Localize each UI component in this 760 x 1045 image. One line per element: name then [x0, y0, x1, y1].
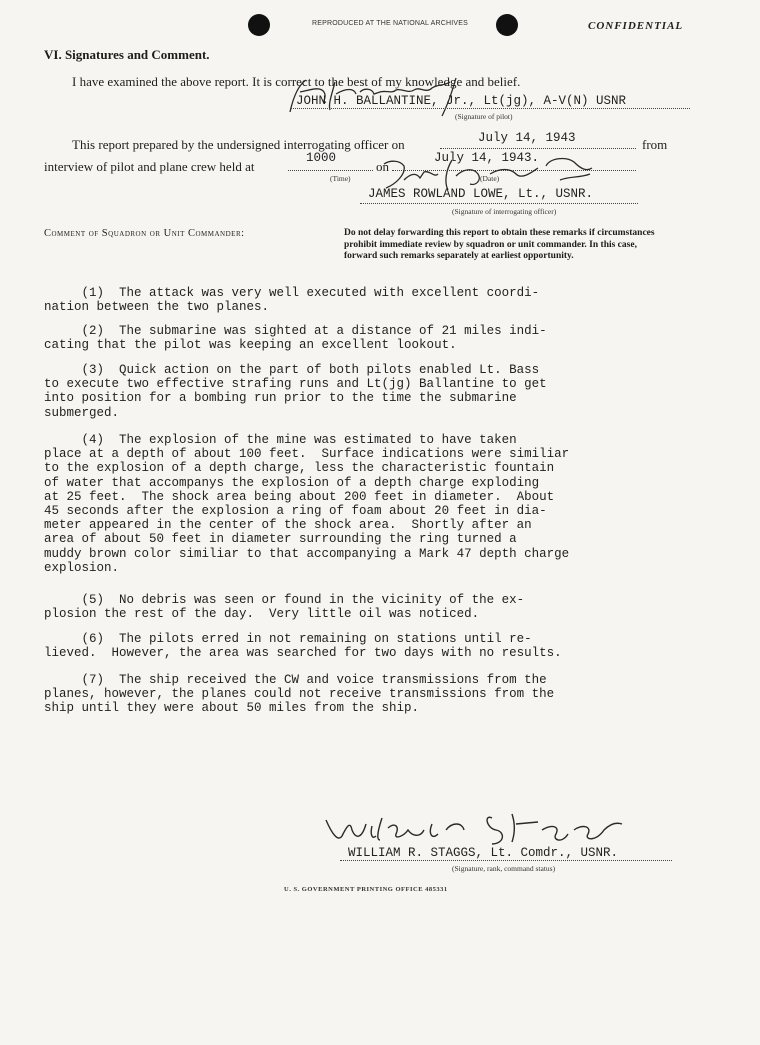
- comment-paragraph: [44, 363, 547, 420]
- comment-line: cating that the pilot was keeping an excellent lookout.: [44, 338, 457, 353]
- comment-line: (7) The ship received the CW and voice transmissions from the: [44, 673, 547, 687]
- comment-line: area of about 50 feet in diameter surrounding the ring turned a: [44, 532, 517, 547]
- comment-line: to execute two effective strafing runs and Lt(jg) Ballantine to get: [44, 377, 547, 392]
- interview-on: on: [376, 159, 389, 174]
- comment-line: meter appeared in the center of the shock area. Shortly after an: [44, 518, 532, 533]
- pilot-name: JOHN H. BALLANTINE, Jr., Lt(jg), A-V(N) USNR: [296, 94, 627, 108]
- comment-line: nation between the two planes.: [44, 300, 270, 315]
- comment-line: ship until they were about 50 miles from the ship.: [44, 701, 420, 716]
- binder-hole-left: [248, 14, 270, 36]
- comment-line: submerged.: [44, 405, 120, 420]
- comment-line: plosion the rest of the day. Very little oil was noticed.: [44, 607, 480, 622]
- comment-line: at 25 feet. The shock area being about 200 feet in diameter. About: [44, 489, 555, 504]
- comment-line: planes, however, the planes could not receive transmissions from the: [44, 687, 555, 702]
- comment-label: Comment of Squadron or Unit Commander:: [44, 228, 245, 239]
- interview-date: July 14, 1943.: [434, 151, 540, 165]
- comment-line: lieved. However, the area was searched for two days with no results.: [44, 646, 562, 661]
- comment-line: place at a depth of about 100 feet. Surface indications were similiar: [44, 447, 570, 462]
- commander-name: WILLIAM R. STAGGS, Lt. Comdr., USNR.: [348, 846, 619, 860]
- officer-name: JAMES ROWLAND LOWE, Lt., USNR.: [368, 187, 594, 201]
- comment-paragraph: [44, 324, 547, 352]
- date-caption: (Date): [480, 174, 500, 183]
- comment-line: 45 seconds after the explosion a ring of foam about 20 feet in dia-: [44, 504, 547, 519]
- classification-label: CONFIDENTIAL: [588, 20, 684, 32]
- interview-prefix: interview of pilot and plane crew held at: [44, 159, 255, 174]
- commander-signature-line: [340, 860, 672, 861]
- comment-paragraph: [44, 632, 562, 660]
- comment-line: (5) No debris was seen or found in the vicinity of the ex-: [44, 593, 525, 607]
- comment-paragraph: [44, 673, 554, 716]
- exam-statement: I have examined the above report. It is correct to the best of my knowledge and belief.: [72, 74, 521, 89]
- prepared-from: from: [642, 137, 668, 152]
- prepared-date: July 14, 1943: [478, 131, 576, 145]
- comment-line: (3) Quick action on the part of both pilots enabled Lt. Bass: [44, 363, 540, 377]
- comment-paragraph: [44, 286, 539, 314]
- comment-paragraph: [44, 433, 569, 575]
- pilot-caption: (Signature of pilot): [455, 112, 513, 121]
- archives-stamp: REPRODUCED AT THE NATIONAL ARCHIVES: [312, 20, 468, 27]
- time-caption: (Time): [330, 174, 351, 183]
- comment-line: explosion.: [44, 560, 120, 575]
- comment-line: to the explosion of a depth charge, less the characteristic fountain: [44, 461, 555, 476]
- binder-hole-right: [496, 14, 518, 36]
- printing-office-line: U. S. GOVERNMENT PRINTING OFFICE 485331: [284, 886, 448, 893]
- comment-line: (6) The pilots erred in not remaining on stations until re-: [44, 632, 532, 646]
- comment-line: muddy brown color similiar to that accompanying a Mark 47 depth charge: [44, 546, 570, 561]
- prepared-date-line: [440, 148, 636, 149]
- pilot-signature-line: [290, 108, 690, 109]
- interview-time: 1000: [306, 151, 337, 165]
- section-title: VI. Signatures and Comment.: [44, 47, 210, 62]
- comment-line: (2) The submarine was sighted at a distance of 21 miles indi-: [44, 324, 547, 338]
- officer-signature-line: [360, 203, 638, 204]
- comment-paragraph: [44, 593, 524, 621]
- comment-line: (4) The explosion of the mine was estimated to have taken: [44, 433, 517, 447]
- comment-note: Do not delay forwarding this report to obtain these remarks if circumstances prohibit immediate review by squadron or unit commander. In this case, forward such remarks separately at earliest opportunity.: [344, 228, 655, 261]
- comment-line: into position for a bombing run prior to the time the submarine: [44, 391, 517, 406]
- officer-caption: (Signature of interrogating officer): [452, 207, 557, 216]
- comment-line: of water that accompanys the explosion of a depth charge exploding: [44, 475, 540, 490]
- prepared-prefix: This report prepared by the undersigned interrogating officer on: [72, 137, 405, 152]
- comment-line: (1) The attack was very well executed with excellent coordi-: [44, 286, 540, 300]
- commander-caption: (Signature, rank, command status): [452, 864, 556, 873]
